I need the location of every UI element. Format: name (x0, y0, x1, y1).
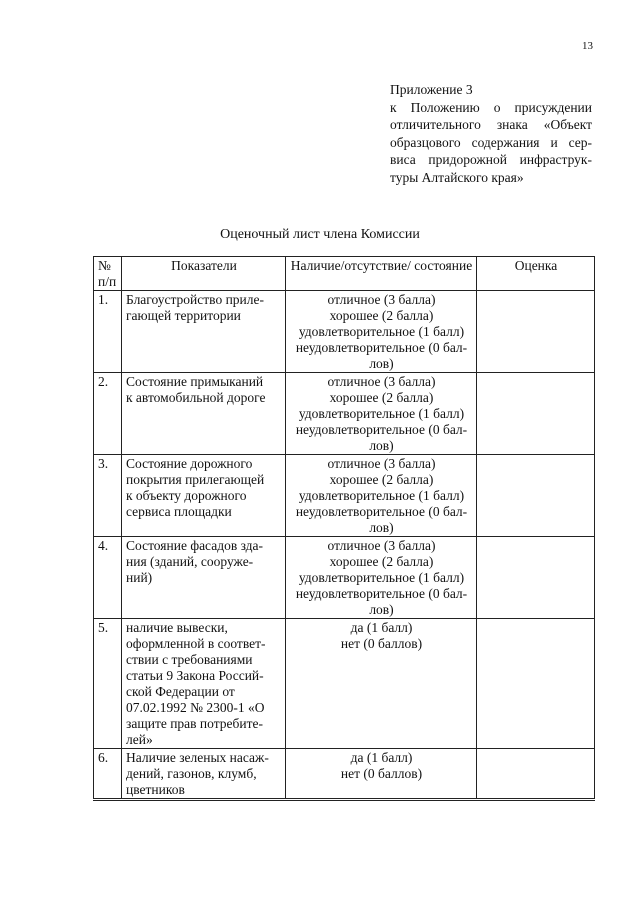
indicator-line: ствии с требованиями (126, 652, 253, 667)
appendix-line: к Положению о присуждении (390, 99, 592, 115)
row-status-options (286, 291, 477, 373)
row-score-cell[interactable] (477, 291, 595, 373)
indicator-line: ской Федерации от (126, 684, 235, 699)
table-row (94, 619, 595, 749)
row-score-cell[interactable] (477, 537, 595, 619)
row-score-cell[interactable] (477, 373, 595, 455)
appendix-line: образцового содержания и сер- (390, 134, 592, 150)
row-status-options (286, 537, 477, 619)
appendix-line: туры Алтайского края» (390, 169, 524, 185)
row-indicator (122, 291, 286, 373)
status-option: удовлетворительное (1 балл) (298, 324, 465, 339)
status-option: неудовлетворительное (0 бал- (295, 422, 468, 437)
row-indicator (122, 455, 286, 537)
evaluation-table (93, 256, 595, 801)
row-status-options (286, 455, 477, 537)
row-score-cell[interactable] (477, 455, 595, 537)
indicator-line: к автомобильной дороге (126, 390, 266, 405)
status-option: да (1 балл) (350, 620, 413, 635)
indicator-line: Состояние примыканий (126, 374, 264, 389)
header-num-line: № (98, 258, 111, 273)
status-option: неудовлетворительное (0 бал- (295, 504, 468, 519)
status-option: хорошее (2 балла) (329, 554, 434, 569)
status-option: хорошее (2 балла) (329, 472, 434, 487)
indicator-line: гающей территории (126, 308, 241, 323)
indicator-line: цветников (126, 782, 185, 797)
appendix-line: виса придорожной инфраструк- (390, 152, 592, 167)
indicator-line: лей» (126, 732, 153, 747)
status-option: нет (0 баллов) (340, 766, 423, 781)
status-option: лов) (369, 356, 394, 371)
indicator-line: оформленной в соответ- (126, 636, 266, 651)
status-option: лов) (369, 438, 394, 453)
row-indicator (122, 619, 286, 749)
indicator-line: ний) (126, 570, 153, 585)
table-row (94, 537, 595, 619)
row-indicator (122, 373, 286, 455)
document-title: Оценочный лист члена Комиссии (220, 227, 420, 242)
appendix-line: Приложение 3 (390, 82, 473, 97)
indicator-line: статьи 9 Закона Россий- (126, 668, 264, 683)
row-indicator (122, 749, 286, 800)
status-option: удовлетворительное (1 балл) (298, 570, 465, 585)
appendix-line: отличительного знака «Объект (390, 117, 592, 132)
row-score-cell[interactable] (477, 619, 595, 749)
table-row (94, 455, 595, 537)
row-score-cell[interactable] (477, 749, 595, 800)
indicator-line: покрытия прилегающей (126, 472, 265, 487)
table-header-row (94, 257, 595, 291)
status-option: отличное (3 балла) (327, 292, 436, 307)
header-num (94, 257, 122, 291)
header-indicators: Показатели (122, 257, 286, 291)
row-number: 5. (94, 619, 122, 749)
row-number: 1. (94, 291, 122, 373)
indicator-line: сервиса площадки (126, 504, 232, 519)
status-option: удовлетворительное (1 балл) (298, 488, 465, 503)
row-number: 3. (94, 455, 122, 537)
row-status-options (286, 619, 477, 749)
status-option: хорошее (2 балла) (329, 308, 434, 323)
header-status: Наличие/отсутствие/ состояние (286, 257, 477, 291)
status-option: отличное (3 балла) (327, 538, 436, 553)
row-number: 2. (94, 373, 122, 455)
indicator-line: Наличие зеленых насаж- (126, 750, 269, 765)
header-score: Оценка (477, 257, 595, 291)
appendix-note (390, 81, 592, 186)
status-option: лов) (369, 520, 394, 535)
status-option: неудовлетворительное (0 бал- (295, 340, 468, 355)
indicator-line: дений, газонов, клумб, (126, 766, 257, 781)
indicator-line: защите прав потребите- (126, 716, 264, 731)
indicator-line: Состояние дорожного (126, 456, 253, 471)
header-num-line: п/п (98, 274, 117, 289)
row-status-options (286, 749, 477, 800)
indicator-line: 07.02.1992 № 2300-1 «О (126, 700, 265, 715)
row-number: 6. (94, 749, 122, 800)
indicator-line: Благоустройство приле- (126, 292, 264, 307)
row-status-options (286, 373, 477, 455)
indicator-line: ния (зданий, сооруже- (126, 554, 254, 569)
status-option: лов) (369, 602, 394, 617)
status-option: хорошее (2 балла) (329, 390, 434, 405)
indicator-line: Состояние фасадов зда- (126, 538, 264, 553)
status-option: да (1 балл) (350, 750, 413, 765)
page-number: 13 (582, 40, 593, 52)
table-row (94, 373, 595, 455)
status-option: удовлетворительное (1 балл) (298, 406, 465, 421)
row-indicator (122, 537, 286, 619)
status-option: отличное (3 балла) (327, 456, 436, 471)
table-row (94, 291, 595, 373)
status-option: нет (0 баллов) (340, 636, 423, 651)
status-option: отличное (3 балла) (327, 374, 436, 389)
indicator-line: наличие вывески, (126, 620, 228, 635)
table-row (94, 749, 595, 800)
indicator-line: к объекту дорожного (126, 488, 247, 503)
status-option: неудовлетворительное (0 бал- (295, 586, 468, 601)
row-number: 4. (94, 537, 122, 619)
